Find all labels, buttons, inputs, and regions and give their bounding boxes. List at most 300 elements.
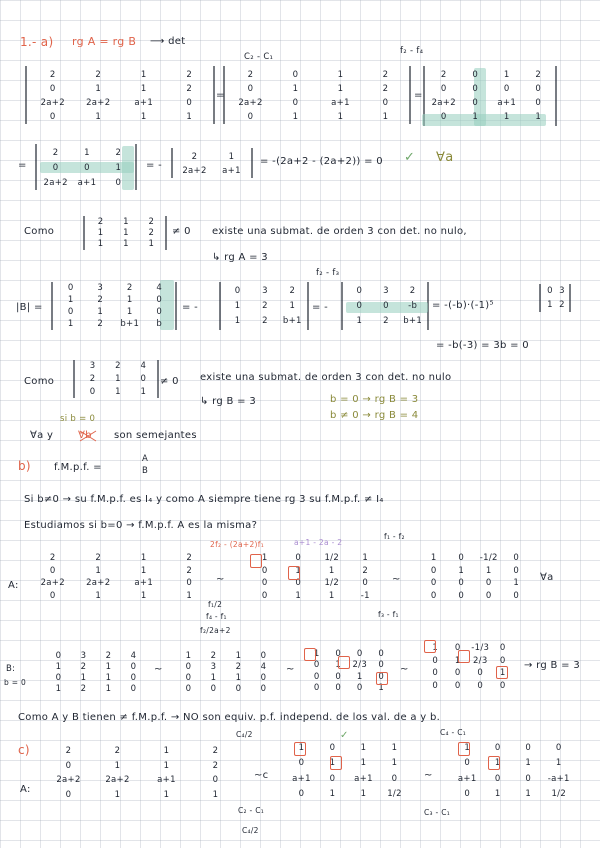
matrix-entry: 0 <box>391 773 398 784</box>
matrix-entry: 2 <box>210 650 217 661</box>
matrix-entry: 2 <box>115 148 122 159</box>
matrix-entry: 0 <box>383 300 389 311</box>
matrix-entry: 1 <box>525 789 532 800</box>
matrix-entry: 0 <box>494 742 501 753</box>
matrix-entry: 0 <box>362 578 369 589</box>
matrix-entry: 1 <box>105 672 112 683</box>
matrix-entry: 0 <box>49 565 56 576</box>
matrix-entry: 0 <box>185 661 192 672</box>
matrix-entry: 0 <box>49 84 56 94</box>
matrix-entry: a+1 <box>157 775 176 786</box>
matrix-entry: 1 <box>494 789 501 800</box>
matrix-entry: 1 <box>472 112 479 122</box>
matrix-entry: 1 <box>115 162 122 173</box>
matrix-entry: 0 <box>234 286 241 297</box>
eq1: = <box>216 90 225 101</box>
det-result: = -(2a+2 - (2a+2)) = 0 <box>260 156 383 167</box>
matrix-entry: 1 <box>228 152 235 162</box>
matrix-entry: 2 <box>105 650 112 661</box>
arrow-det: ⟶ det <box>150 36 186 47</box>
matrix-entry: 1 <box>525 758 532 769</box>
sim-3: ~ <box>154 664 163 675</box>
neg-eq-3: = - <box>312 302 329 313</box>
op-a7: f₃ - f₁ <box>378 610 399 619</box>
matrix-entry: 0 <box>458 553 465 564</box>
matrix-entry: 0 <box>55 672 62 683</box>
matrix-entry: 1 <box>123 216 129 227</box>
matrix-entry: 1 <box>148 239 155 250</box>
matrix-entry: 1 <box>186 590 193 601</box>
matrix-entry: 2 <box>97 216 104 227</box>
matrix-entry: 0 <box>140 373 147 384</box>
rgB3: → rg B = 3 <box>524 660 580 671</box>
matrix-entry: 0 <box>298 789 305 800</box>
matrix-entry: b+1 <box>282 315 302 326</box>
matrix-entry: 1 <box>140 565 147 576</box>
matrix-entry: 1 <box>356 315 363 326</box>
matrix-entry: 0 <box>156 295 163 305</box>
matrix-bA1 <box>30 552 212 602</box>
matrix-entry: 0 <box>335 648 342 659</box>
matrix-entry: 1 <box>503 70 510 80</box>
eq3: = <box>18 160 27 171</box>
matrix-entry: 4 <box>140 361 147 372</box>
matrix-entry: 1 <box>547 300 553 310</box>
case-bneq0: b ≠ 0 → rg B = 4 <box>330 410 419 421</box>
matrix-entry: 0 <box>458 590 465 601</box>
matrix-entry: a+1 <box>331 98 350 108</box>
matrix-entry: b <box>156 319 163 329</box>
matrix-entry: 0 <box>335 671 342 682</box>
matrix-entry: 0 <box>356 286 363 297</box>
matrix-entry: 2 <box>289 286 296 297</box>
op-a2: a+1 - 2a - 2 <box>294 538 343 547</box>
matrix-entry: 2a+2 <box>238 98 263 108</box>
submatrix-1 <box>88 216 164 250</box>
matrix-entry: 0 <box>513 553 520 564</box>
matrix-entry: 2/3 <box>472 655 488 666</box>
matrix-entry: 1 <box>328 565 335 576</box>
matrix-entry: 2a+2 <box>105 775 130 786</box>
neq0-2: ≠ 0 <box>160 376 179 387</box>
col-op: C₂ - C₁ <box>244 52 274 62</box>
matrix-entry: 1 <box>337 84 344 94</box>
matrix-entry: 0 <box>454 680 461 691</box>
sim-1: ~ <box>216 574 225 585</box>
matrix-entry: 2 <box>126 283 133 293</box>
line-b1: Si b≠0 → su f.M.p.f. es I₄ y como A siempre tiene rg 3 su f.M.p.f. ≠ I₄ <box>24 494 384 505</box>
matrix-entry: 0 <box>472 98 479 108</box>
matrix-entry: 0 <box>329 742 336 753</box>
matrix-B3 <box>346 284 426 328</box>
matrix-entry: 2 <box>97 319 104 329</box>
matrix-entry: 1/2 <box>387 789 402 800</box>
matrix-entry: 1 <box>289 300 296 311</box>
matrix-entry: 1 <box>95 590 102 601</box>
matrix-entry: 2 <box>95 553 102 564</box>
matrix-entry: 1 <box>391 758 398 769</box>
op-c2: C₂ - C₁ <box>238 806 265 815</box>
matrix-entry: 1 <box>97 227 104 238</box>
part-c-label: c) <box>18 743 30 757</box>
matrix-entry: 2a+2 <box>43 177 68 188</box>
matrix-entry: 0 <box>472 70 479 80</box>
matrix-entry: 0 <box>432 668 439 679</box>
matrix-entry: a+1 <box>457 773 477 784</box>
matrix-c1 <box>44 744 240 802</box>
matrix-entry: 0 <box>185 672 192 683</box>
matrix-entry: 2 <box>80 661 87 672</box>
matrix-entry: 2 <box>65 746 72 757</box>
matrix-entry: 0 <box>49 112 56 122</box>
matrix-entry: 0 <box>65 789 72 800</box>
matrix-entry: 1 <box>126 295 133 305</box>
matrix-entry: 0 <box>430 578 437 589</box>
matrix-entry: 2 <box>89 373 96 384</box>
matrix-entry: 2a+2 <box>56 775 81 786</box>
matrix-entry: 1 <box>123 227 129 238</box>
matrix-entry: 0 <box>212 775 219 786</box>
matrix-entry: 2a+2 <box>86 578 111 589</box>
conclusion-a: ∀a y <box>30 430 54 441</box>
matrix-entry: 0 <box>535 98 542 108</box>
matrix-entry: 2 <box>52 148 59 159</box>
matrix-entry: 2 <box>382 84 389 94</box>
sim-5: ~ <box>400 664 409 675</box>
sim-c: ~c <box>254 770 269 781</box>
matrix-entry: 1 <box>295 565 302 576</box>
matrix-entry: b+1 <box>403 315 423 326</box>
op-a5: f₄ - f₁ <box>206 612 227 621</box>
matrix-entry: 1/2 <box>324 578 340 589</box>
op-a1: 2f₂ - (2a+2)f₁ <box>210 540 265 549</box>
matrix-entry: 0 <box>382 98 389 108</box>
eq2: = <box>414 90 423 101</box>
matrix-entry: 0 <box>313 671 320 682</box>
matrix-entry: 0 <box>525 773 532 784</box>
matrix-entry: 2 <box>186 84 193 94</box>
matrix-entry: 0 <box>430 590 437 601</box>
matrix-entry: 2a+2 <box>182 166 207 176</box>
row-op-2: f₂ - f₃ <box>316 268 340 278</box>
op-c1: C₄/2 <box>236 730 253 739</box>
matrix-entry: 1 <box>55 661 62 672</box>
struck-term: ∀b <box>78 430 92 441</box>
matrix-entry: 1 <box>140 84 147 94</box>
matrix-entry: 3 <box>80 650 87 661</box>
matrix-entry: 2 <box>186 70 193 80</box>
matrix-entry: 1 <box>494 758 501 769</box>
matrix-entry: 0 <box>156 307 163 317</box>
matrix-entry: 1 <box>335 660 342 671</box>
matrix-entry: 1 <box>430 553 437 564</box>
matrix-entry: 0 <box>186 578 193 589</box>
matrix-entry: 1 <box>329 789 336 800</box>
matrix-entry: 2 <box>115 361 121 372</box>
matrix-entry: 1 <box>313 648 320 659</box>
matrix-entry: 0 <box>329 773 336 784</box>
matrix-entry: 1 <box>210 672 217 683</box>
matrix-entry: 2 <box>49 70 56 80</box>
matrix-entry: 2 <box>97 295 104 305</box>
matrix-entry: 1 <box>382 112 389 122</box>
como-1: Como <box>24 226 55 237</box>
fmpf: f.M.p.f. = <box>54 462 102 473</box>
matrix-entry: 0 <box>292 70 299 80</box>
matrix-entry: 0 <box>260 650 267 661</box>
matrix-entry: 0 <box>130 683 137 694</box>
matrix-entry: 1 <box>186 112 193 122</box>
matrix-entry: 0 <box>356 648 363 659</box>
matrix-entry: 2 <box>382 70 389 80</box>
matrix-entry: 1 <box>163 789 170 800</box>
matrix-entry: 1 <box>360 789 367 800</box>
matrix-entry: 0 <box>49 590 56 601</box>
matrix-entry: 2 <box>440 70 447 80</box>
matrix-entry: 0 <box>65 760 72 771</box>
matrix-entry: 0 <box>503 84 510 94</box>
matrix-entry: 2 <box>383 315 389 326</box>
matrix-entry: 2 <box>186 553 193 564</box>
matrix-entry: 1 <box>235 650 242 661</box>
matrix-entry: a+1 <box>292 773 311 784</box>
op-a4: f₁/2 <box>208 600 223 609</box>
si-b0: si b = 0 <box>60 414 96 424</box>
line-b2: Estudiamos si b=0 → f.M.p.f. A es la misma? <box>24 520 258 531</box>
op-a3: f₁ - f₂ <box>384 532 405 541</box>
matrix-entry: 3 <box>89 361 96 372</box>
statement: rg A = rg B <box>72 35 137 48</box>
matrix-entry: 1 <box>163 746 170 757</box>
rgA: ↳ rg A = 3 <box>212 252 268 263</box>
case-b0: b = 0 → rg B = 3 <box>330 394 419 405</box>
matrix-a4 <box>40 146 134 190</box>
matrix-entry: 1 <box>458 565 465 576</box>
conclusion-a2: son semejantes <box>114 430 197 441</box>
matrix-entry: 0 <box>430 565 437 576</box>
matrix-entry: 1 <box>140 112 147 122</box>
matrix-entry: 1 <box>391 742 398 753</box>
matrix-entry: 1 <box>105 661 112 672</box>
matrix-entry: 0 <box>55 650 62 661</box>
matrix-entry: 1 <box>535 112 542 122</box>
row-op: f₂ - f₄ <box>400 46 424 56</box>
matrix-entry: 1 <box>337 70 344 80</box>
matrix-entry: 0 <box>115 177 122 188</box>
neg-eq-2: = - <box>182 302 199 313</box>
B-label-b: B: <box>6 664 16 674</box>
matrix-entry: 1 <box>356 671 363 682</box>
matrix-entry: 0 <box>499 643 506 654</box>
matrix-entry: 1 <box>234 300 241 311</box>
part-a-label: 1.- a) <box>20 35 54 49</box>
matrix-entry: 2 <box>535 70 542 80</box>
matrix-entry: 0 <box>260 683 267 694</box>
matrix-entry: 0 <box>235 683 242 694</box>
matrix-entry: 0 <box>499 680 506 691</box>
matrix-entry: 0 <box>295 553 302 564</box>
matrix-bA3 <box>420 552 530 602</box>
matrix-entry: 0 <box>454 643 461 654</box>
matrix-entry: 0 <box>547 286 553 296</box>
matrix-entry: 1 <box>464 742 471 753</box>
matrix-entry: 1/2 <box>551 789 567 800</box>
matrix-entry: 0 <box>378 671 385 682</box>
matrix-entry: 0 <box>525 742 532 753</box>
matrix-entry: 1 <box>163 760 170 771</box>
matrix-entry: 2a+2 <box>40 98 65 108</box>
neg-eq: = - <box>146 160 163 171</box>
frac-bot: B <box>142 466 149 476</box>
matrix-entry: 1 <box>378 683 385 694</box>
matrix-entry: 0 <box>298 758 305 769</box>
matrix-entry: 1 <box>123 239 129 250</box>
matrix-entry: 3 <box>97 283 104 293</box>
matrix-entry: 0 <box>378 648 385 659</box>
matrix-entry: 0 <box>247 112 254 122</box>
forall-a-b: ∀a <box>540 572 554 583</box>
cofactor-matrix <box>544 284 568 312</box>
matrix-entry: 1 <box>499 668 506 679</box>
matrix-entry: 0 <box>185 683 192 694</box>
b-eq-0: b = 0 <box>4 678 27 687</box>
matrix-entry: 0 <box>477 680 484 691</box>
matrix-entry: 1 <box>84 148 90 159</box>
matrix-entry: 0 <box>261 565 268 576</box>
matrix-entry: 1 <box>97 307 104 317</box>
sub-text-1: existe una submat. de orden 3 con det. no nulo, <box>212 226 467 237</box>
matrix-entry: 1 <box>234 315 241 326</box>
matrix-entry: 0 <box>52 162 59 173</box>
matrix-entry: 0 <box>260 672 267 683</box>
A-label-c: A: <box>20 784 31 795</box>
matrix-entry: 0 <box>356 300 363 311</box>
matrix-entry: 2 <box>247 70 254 80</box>
matrix-entry: 0 <box>485 590 492 601</box>
matrix-entry: 0 <box>499 655 506 666</box>
matrix-entry: 0 <box>513 590 520 601</box>
matrix-entry: 0 <box>335 683 342 694</box>
matrix-entry: 4 <box>260 661 267 672</box>
matrix-entry: 3 <box>559 286 565 296</box>
matrix-entry: 0 <box>513 565 520 576</box>
matrix-entry: 0 <box>440 84 447 94</box>
matrix-entry: 1 <box>503 112 510 122</box>
matrix-entry: 1 <box>513 578 520 589</box>
matrix-entry: 0 <box>432 680 439 691</box>
matrix-entry: 2 <box>49 553 56 564</box>
matrix-bB2 <box>176 650 276 694</box>
matrix-bB3 <box>306 648 392 694</box>
matrix-entry: 0 <box>464 758 471 769</box>
matrix-a3 <box>428 68 554 124</box>
matrix-entry: 0 <box>313 660 320 671</box>
matrix-entry: 0 <box>472 84 479 94</box>
matrix-entry: 1 <box>295 590 302 601</box>
matrix-B2 <box>224 284 306 328</box>
matrix-entry: 0 <box>210 683 217 694</box>
matrix-entry: 1 <box>97 239 104 250</box>
matrix-entry: 0 <box>535 84 542 94</box>
matrix-entry: 1 <box>212 789 219 800</box>
matrix-entry: 2a+2 <box>86 98 111 108</box>
matrix-entry: a+1 <box>134 578 154 589</box>
matrix-entry: 0 <box>84 162 90 173</box>
matrix-entry: 1 <box>337 112 344 122</box>
matrix-entry: -1 <box>360 590 370 601</box>
matrix-entry: 1 <box>362 553 369 564</box>
submatrix-2 <box>80 360 156 398</box>
matrix-entry: 1 <box>95 112 102 122</box>
matrix-entry: 2 <box>191 152 198 162</box>
matrix-entry: 0 <box>432 655 439 666</box>
B-det-label: |B| = <box>16 302 43 313</box>
sim-4: ~ <box>286 664 295 675</box>
matrix-entry: 0 <box>440 112 447 122</box>
matrix-entry: 0 <box>295 578 302 589</box>
rgB: ↳ rg B = 3 <box>200 396 256 407</box>
matrix-entry: 2 <box>148 216 155 227</box>
matrix-entry: 3 <box>262 286 268 297</box>
matrix-entry: 1 <box>126 307 133 317</box>
matrix-a2 <box>228 68 408 124</box>
matrix-entry: 1 <box>140 70 147 80</box>
cofactor-result: = -b(-3) = 3b = 0 <box>436 340 529 351</box>
matrix-entry: 0 <box>454 668 461 679</box>
op-c4: C₄ - C₁ <box>440 728 467 737</box>
forall-a: ∀a <box>436 150 454 165</box>
matrix-entry: 1 <box>185 650 192 661</box>
matrix-entry: 1 <box>55 683 62 694</box>
matrix-entry: -1/3 <box>471 643 490 654</box>
matrix-entry: 1 <box>115 373 121 384</box>
sub-text-2: existe una submat. de orden 3 con det. no nulo <box>200 372 452 383</box>
matrix-entry: 1 <box>67 295 74 305</box>
matrix-entry: 0 <box>67 283 74 293</box>
matrix-entry: 1 <box>298 742 305 753</box>
matrix-a5 <box>176 150 250 178</box>
matrix-entry: 1 <box>555 758 562 769</box>
op-c5: C₃ - C₁ <box>424 808 451 817</box>
sim-2: ~ <box>392 574 401 585</box>
matrix-entry: 1 <box>114 760 121 771</box>
matrix-entry: 2 <box>235 661 242 672</box>
matrix-entry: 0 <box>186 98 193 108</box>
matrix-entry: 0 <box>247 84 254 94</box>
matrix-entry: -1/2 <box>479 553 498 564</box>
sim-c2: ~ <box>424 770 433 781</box>
matrix-entry: 0 <box>485 578 492 589</box>
cofactor: = -(-b)·(-1)⁵ <box>432 300 494 311</box>
como-2: Como <box>24 376 55 387</box>
matrix-entry: 1 <box>261 553 268 564</box>
matrix-entry: 1 <box>432 643 439 654</box>
matrix-entry: 0 <box>458 578 465 589</box>
matrix-entry: 1 <box>95 565 102 576</box>
matrix-bA2 <box>248 552 382 602</box>
op-a6: f₂/2a+2 <box>200 626 231 635</box>
matrix-entry: 0 <box>130 672 137 683</box>
matrix-entry: 2 <box>95 70 102 80</box>
matrix-entry: 0 <box>356 683 363 694</box>
matrix-entry: 1 <box>67 319 74 329</box>
matrix-entry: 1 <box>140 386 147 397</box>
matrix-entry: 1 <box>485 565 492 576</box>
matrix-entry: a+1 <box>134 98 154 108</box>
matrix-entry: 1 <box>329 758 336 769</box>
matrix-entry: 2 <box>409 286 416 297</box>
matrix-entry: 2 <box>212 760 219 771</box>
